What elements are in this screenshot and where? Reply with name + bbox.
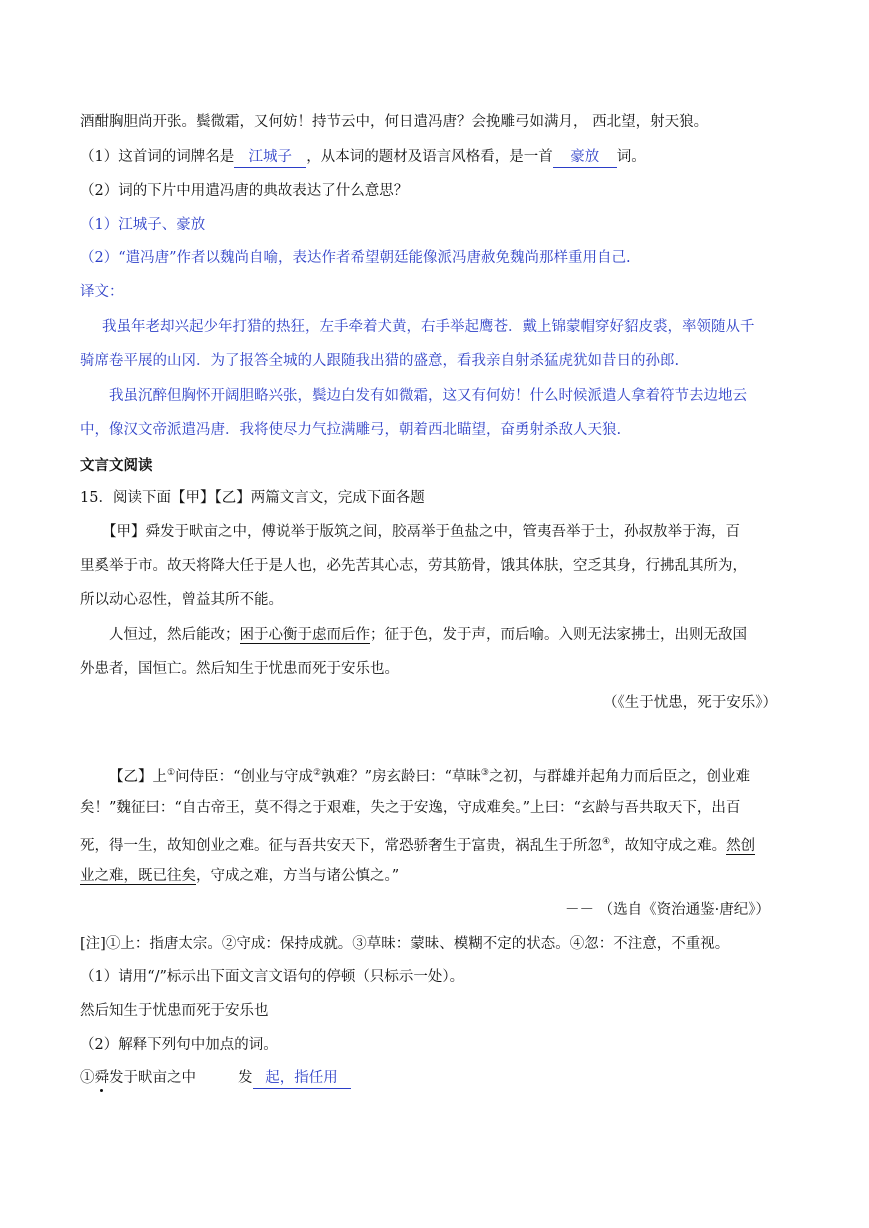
jia-underlined-phrase: 困于心衡于虑而后作 [239,627,370,643]
yi-b: 问侍臣：“创业与守成 [175,768,313,785]
translation-p1-line2: 骑席卷平展的山冈．为了报答全城的人跟随我出猎的盛意，看我亲自射杀猛虎犹如昔日的孙郎. [80,353,680,369]
sub-question-1-sentence: 然后知生于忧患而死于安乐也 [80,1003,269,1019]
sub-question-2: （2）解释下列句中加点的词。 [80,1037,278,1053]
section-title: 文言文阅读 [80,457,153,474]
jia-line2: 里奚举于市。故天将降大任于是人也，必先苦其心志，劳其筋骨，饿其体肤，空乏其身，行拂乱其所为， [80,558,747,574]
yi-a: 【乙】上 [109,768,167,785]
yi-underlined-phrase-part1: 然创 [726,837,756,854]
item-answer: 起，指任用 [253,1068,351,1089]
poem-line: 酒酣胸胆尚开张。鬓微霜，又何妨！持节云中，何日遣冯唐？会挽雕弓如满月， 西北望，射天狼。 [80,114,709,130]
yi-c: 孰难？”房玄龄曰：“草昧 [321,768,481,785]
q1-prefix: （1）这首词的词牌名是 [80,149,235,165]
answer-2: （2）“遣冯唐”作者以魏尚自喻，表达作者希望朝廷能像派冯唐赦免魏尚那样重用自己. [80,250,631,266]
jia-p2-a: 人恒过，然后能改； [109,627,240,643]
yi-line1 [109,763,750,787]
yi-line2: 矣！”魏征曰：“自古帝王，莫不得之于艰难，失之于安逸，守成难矣。”上曰：“玄龄与吾共取天下，出百 [80,800,741,816]
q1-suffix: 词。 [616,149,646,165]
q1-middle: ，从本词的题材及语言风格看，是一首 [306,149,553,165]
answer-1: （1）江城子、豪放 [80,217,206,233]
jia-p2-line2: 外患者，国恒亡。然后知生于忧患而死于安乐也。 [80,661,399,677]
item-number: ① [80,1070,95,1086]
yi-line3 [80,832,755,856]
jia-p2-b: ；征于色，发于声，而后喻。入则无法家拂士，出则无敌国 [370,627,747,643]
yi-d: 之初，与群雄并起角力而后臣之，创业难 [488,768,750,785]
note-ref-4: ④ [602,837,611,847]
q1-answer-2: 豪放 [553,147,617,168]
translation-p2-line2: 中，像汉文帝派遣冯唐．我将使尽力气拉满雕弓，朝着西北瞄望，奋勇射杀敌人天狼. [80,422,622,438]
question-15: 15．阅读下面【甲】【乙】两篇文言文，完成下面各题 [80,490,425,506]
translation-p1-line1: 我虽年老却兴起少年打猎的热狂，左手牵着犬黄，右手举起鹰苍．戴上锦蒙帽穿好貂皮裘，率领随从千 [102,319,755,335]
yi-underlined-phrase-part2: 业之难，既已往矣 [80,868,196,884]
annotation-note: [注]①上：指唐太宗。②守成：保持成就。③草昧：蒙昧、模糊不定的状态。④忽：不注意，不重视。 [80,936,730,952]
jia-p2-line1 [109,625,747,645]
yi-l4-b: ，守成之难，方当与诸公慎之。” [196,868,400,884]
question-2: （2）词的下片中用遣冯唐的典故表达了什么意思？ [80,183,409,199]
item-rest: 发于畎亩之中 [109,1070,196,1086]
jia-line3: 所以动心忍性，曾益其所不能。 [80,592,283,608]
yi-line4 [80,866,399,886]
question-1 [80,147,646,168]
note-ref-2: ② [313,768,322,778]
dotted-word: 舜 [94,1070,109,1086]
yi-l3-a: 死，得一生，故知创业之难。征与吾共安天下，常恐骄奢生于富贵，祸乱生于所忽 [80,837,602,854]
q1-answer-1: 江城子 [234,147,306,168]
sub-question-1: （1）请用“/”标示出下面文言文语句的停顿（只标示一处）。 [80,969,465,985]
item-word: 发 [238,1070,253,1086]
yi-source: －－ （选自《资治通鉴·唐纪》） [565,902,770,918]
yi-l3-b: ，故知守成之难。 [610,837,727,854]
translation-p2-line1: 我虽沉醉但胸怀开阔胆略兴张，鬓边白发有如微霜，这又有何妨！什么时候派遣人拿着符节去边地云 [109,388,747,404]
translation-label: 译文： [80,284,124,300]
note-ref-1: ① [167,768,176,778]
sub-question-2-item [80,1068,351,1089]
jia-line1: 【甲】舜发于畎亩之中，傅说举于版筑之间，胶鬲举于鱼盐之中，管夷吾举于士，孙叔敖举于海，百 [102,524,740,540]
note-ref-3: ③ [480,768,489,778]
jia-source: （《生于忧患，死于安乐》） [603,695,777,711]
